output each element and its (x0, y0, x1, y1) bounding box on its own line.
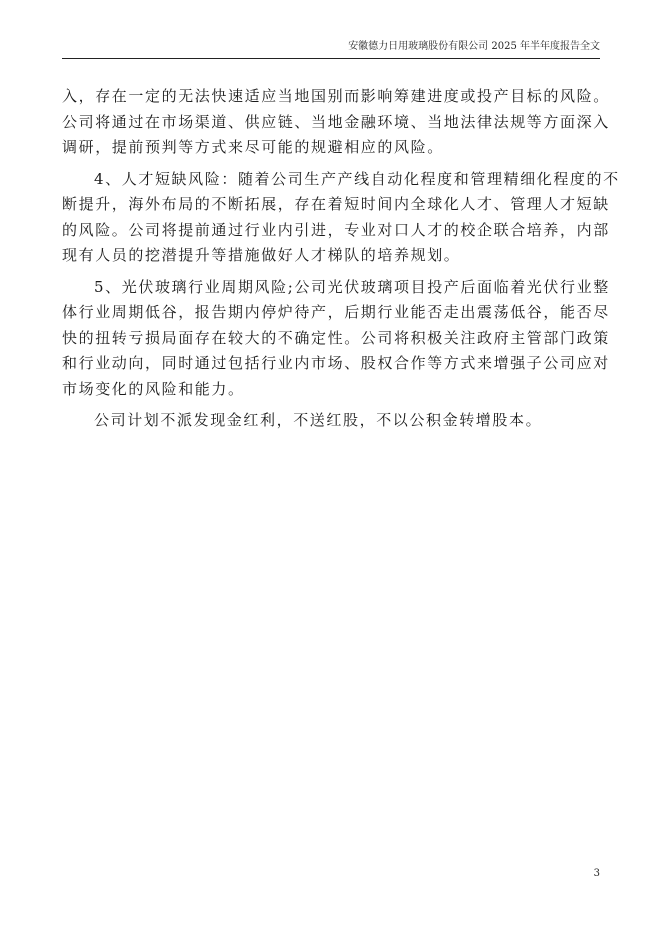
text-line: 体行业周期低谷，报告期内停炉待产，后期行业能否走出震荡低谷，能否尽 (62, 303, 610, 321)
text-line: 断提升，海外布局的不断拓展，存在着短时间内全球化人才、管理人才短缺 (62, 195, 610, 213)
text-line: 4、人才短缺风险：随着公司生产产线自动化程度和管理精细化程度的不 (94, 169, 620, 188)
text-line: 现有人员的挖潜提升等措施做好人才梯队的培养规划。 (62, 246, 461, 264)
paragraph-dividend-plan (94, 408, 586, 434)
paragraph-overseas-risk-continued (62, 84, 610, 161)
text-line: 公司将通过在市场渠道、供应链、当地金融环境、当地法律法规等方面深入 (62, 112, 610, 131)
text-line: 5、光伏玻璃行业周期风险;公司光伏玻璃项目投产后面临着光伏行业整 (94, 277, 610, 296)
report-body (62, 84, 620, 434)
page-number: 3 (593, 868, 600, 879)
page-header (62, 36, 600, 59)
header-title: 安徽德力日用玻璃股份有限公司 2025 年半年度报告全文 (348, 41, 600, 52)
text-line: 入，存在一定的无法快速适应当地国别而影响筹建进度或投产目标的风险。 (62, 87, 610, 105)
paragraph-pv-glass-cycle-risk (62, 275, 610, 403)
text-line: 公司计划不派发现金红利，不送红股，不以公积金转增股本。 (94, 411, 543, 429)
text-line: 快的扭转亏损局面存在较大的不确定性。公司将积极关注政府主管部门政策 (62, 328, 610, 347)
paragraph-talent-shortage-risk (62, 167, 620, 269)
text-line: 和行业动向，同时通过包括行业内市场、股权合作等方式来增强子公司应对 (62, 354, 610, 372)
text-line: 市场变化的风险和能力。 (62, 379, 245, 398)
text-line: 调研，提前预判等方式来尽可能的规避相应的风险。 (62, 138, 444, 156)
text-line: 的风险。公司将提前通过行业内引进，专业对口人才的校企联合培养，内部 (62, 220, 610, 239)
